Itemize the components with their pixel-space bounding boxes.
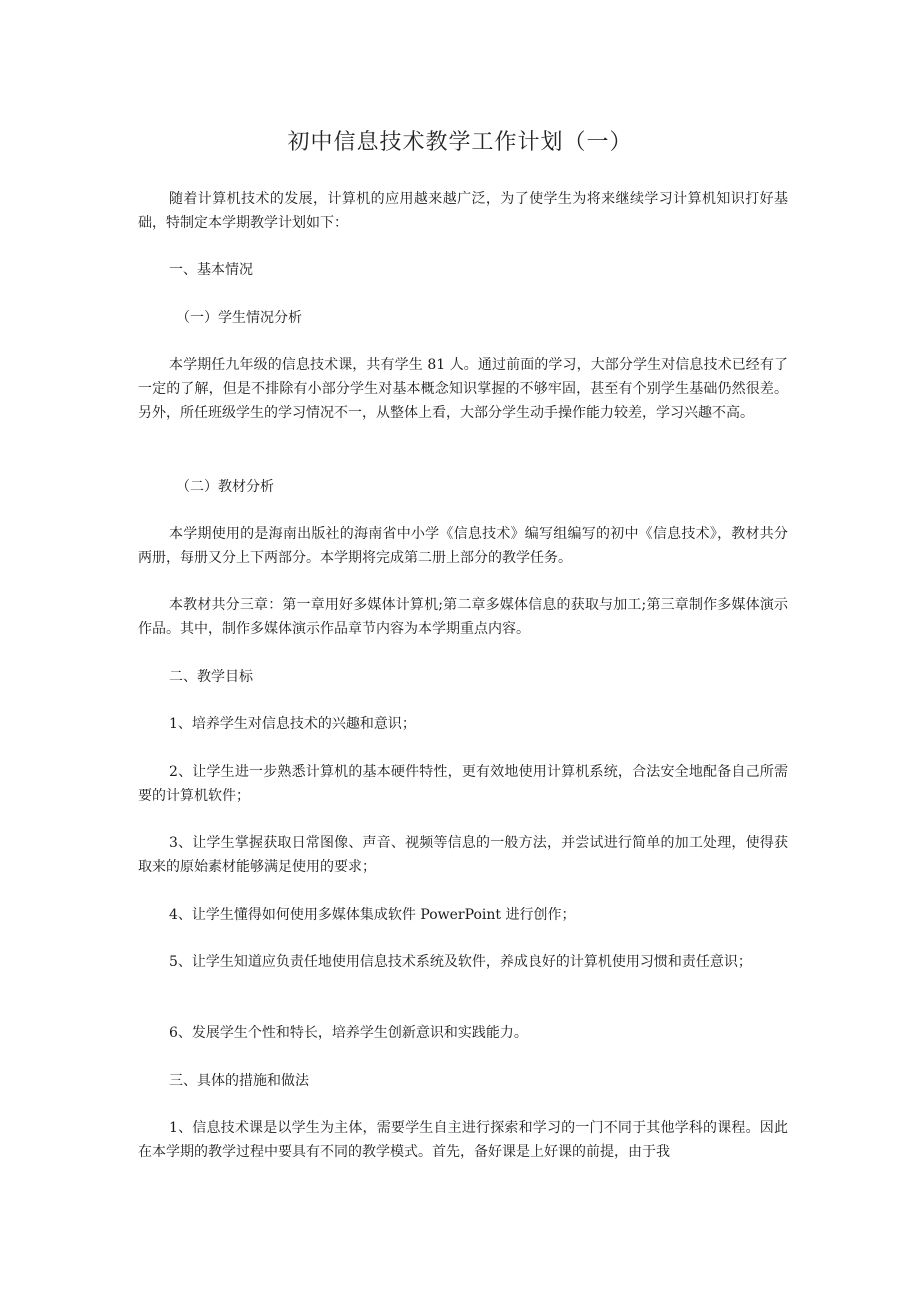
goal-item: 5、让学生知道应负责任地使用信息技术系统及软件，养成良好的计算机使用习惯和责任意识；	[169, 954, 752, 970]
student-analysis-paragraph: 本学期任九年级的信息技术课，共有学生 81 人。通过前面的学习，大部分学生对信息技术已经有了一定的了解，但是不排除有小部分学生对基本概念知识掌握的不够牢固，甚至有个别学生基础仍然很差。另外，所任班级学生的学习情况不一，从整体上看，大部分学生动手操作能力较差，学习兴趣不高。	[138, 357, 788, 421]
goal-item: 3、让学生掌握获取日常图像、声音、视频等信息的一般方法，并尝试进行简单的加工处理，使得获取来的原始素材能够满足使用的要求；	[138, 835, 788, 875]
goal-item: 1、培养学生对信息技术的兴趣和意识；	[169, 716, 416, 732]
document-title: 初中信息技术教学工作计划（一）	[287, 130, 633, 155]
section-heading-teaching-goals: 二、教学目标	[169, 669, 253, 685]
textbook-analysis-paragraph-1: 本学期使用的是海南出版社的海南省中小学《信息技术》编写组编写的初中《信息技术》，教材共分两册，每册又分上下两部分。本学期将完成第二册上部分的教学任务。	[138, 526, 788, 566]
section-heading-measures: 三、具体的措施和做法	[169, 1073, 309, 1089]
goal-item: 6、发展学生个性和特长，培养学生创新意识和实践能力。	[169, 1025, 528, 1041]
intro-paragraph: 随着计算机技术的发展，计算机的应用越来越广泛，为了使学生为将来继续学习计算机知识打好基础，特制定本学期教学计划如下：	[138, 191, 788, 231]
subsection-heading-textbook-analysis: （二）教材分析	[176, 479, 274, 495]
measures-paragraph-1: 1、信息技术课是以学生为主体，需要学生自主进行探索和学习的一门不同于其他学科的课程。因此在本学期的教学过程中要具有不同的教学模式。首先，备好课是上好课的前提，由于我	[138, 1120, 788, 1160]
goal-item: 2、让学生进一步熟悉计算机的基本硬件特性，更有效地使用计算机系统，合法安全地配备自己所需要的计算机软件；	[138, 764, 788, 804]
textbook-analysis-paragraph-2: 本教材共分三章：第一章用好多媒体计算机;第二章多媒体信息的获取与加工;第三章制作多媒体演示作品。其中，制作多媒体演示作品章节内容为本学期重点内容。	[138, 597, 788, 637]
goal-item: 4、让学生懂得如何使用多媒体集成软件 PowerPoint 进行创作；	[169, 907, 576, 923]
subsection-heading-student-analysis: （一）学生情况分析	[176, 310, 302, 326]
section-heading-basic-situation: 一、基本情况	[169, 262, 253, 278]
